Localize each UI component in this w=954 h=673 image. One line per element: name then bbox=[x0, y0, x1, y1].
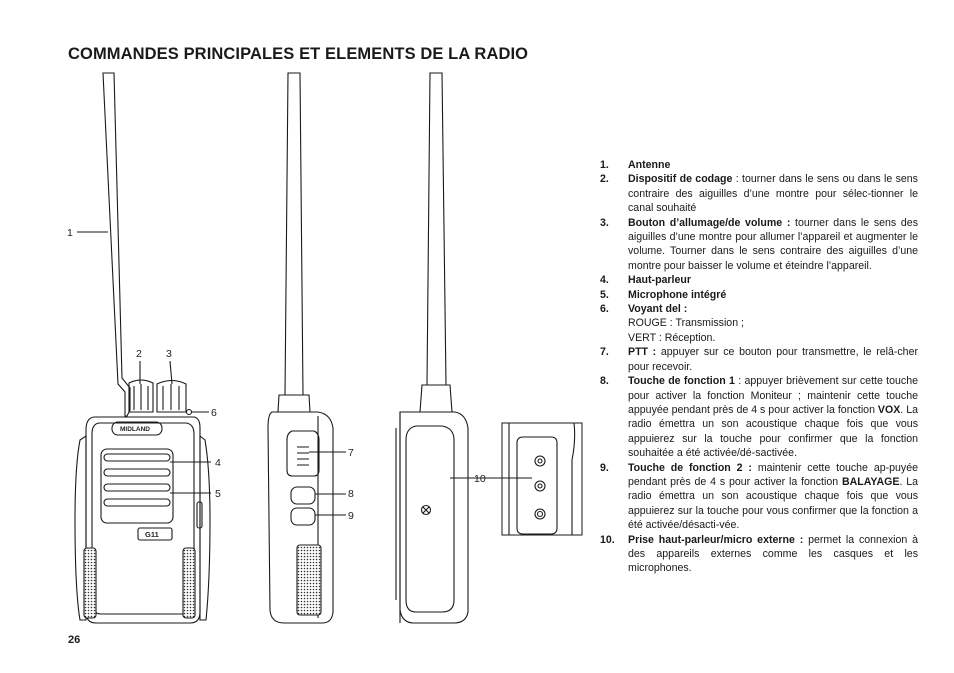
item-number: 3. bbox=[600, 216, 609, 229]
item-term: PTT : bbox=[628, 346, 657, 359]
item-term: Touche de fonction 2 : bbox=[628, 461, 752, 474]
speaker-slot bbox=[104, 499, 170, 506]
item-number: 6. bbox=[600, 303, 609, 316]
controls-legend bbox=[600, 158, 918, 576]
external-jack-detail bbox=[491, 423, 582, 535]
item-description: appuyer sur ce bouton pour transmettre, le relâ-cher pour recevoir. bbox=[628, 346, 918, 373]
item-description: : appuyer brièvement sur cette touche pour activer la fonction Moniteur ; maintenir cette touche appuyée pendant près de 4 s pour activer la fonction bbox=[628, 375, 918, 416]
item-term: Voyant del : bbox=[628, 303, 688, 316]
callout-4: 4 bbox=[215, 457, 221, 469]
item-term: Microphone intégré bbox=[628, 288, 727, 301]
item-number: 4. bbox=[600, 274, 609, 287]
legend-item bbox=[600, 288, 918, 302]
jack-cover bbox=[406, 426, 454, 612]
item-description: maintenir cette touche ap-puyée pendant près de 4 s pour activer la fonction bbox=[628, 461, 919, 488]
item-description: : tourner dans le sens ou dans le sens contraire des aiguilles d’une montre pour sélec-tionner le canal souhaité bbox=[628, 173, 918, 215]
page-title: COMMANDES PRINCIPALES ET ELEMENTS DE LA RADIO bbox=[68, 45, 529, 64]
item-term: Haut-parleur bbox=[628, 274, 691, 287]
brand-logo: MIDLAND bbox=[120, 426, 150, 433]
page-number: 26 bbox=[68, 634, 81, 646]
callout-6: 6 bbox=[211, 407, 217, 419]
item-number: 5. bbox=[600, 288, 609, 301]
callout-1: 1 bbox=[67, 227, 73, 239]
antenna-side bbox=[285, 73, 303, 395]
callout-8: 8 bbox=[348, 488, 354, 500]
radio-front-view bbox=[75, 73, 211, 623]
item-term: Bouton d’allumage/de volume : bbox=[628, 216, 791, 229]
item-description: . La radio émettra un son acoustique chaque fois que vous appuierez sur la touche pour confirmer que la fonction souhaitée a été activée/dé-sactivée. bbox=[628, 403, 918, 460]
legend-item bbox=[600, 374, 918, 460]
callout-3: 3 bbox=[166, 348, 172, 360]
callout-10: 10 bbox=[474, 473, 486, 485]
model-label: G11 bbox=[145, 530, 159, 539]
speaker-slot bbox=[104, 454, 170, 461]
item-number: 7. bbox=[600, 346, 609, 359]
legend-item bbox=[600, 345, 918, 374]
speaker-slot bbox=[104, 484, 170, 491]
callout-9: 9 bbox=[348, 510, 354, 522]
legend-item bbox=[600, 461, 918, 533]
legend-item bbox=[600, 533, 918, 576]
item-number: 9. bbox=[600, 461, 609, 474]
legend-item bbox=[600, 172, 918, 215]
legend-item bbox=[600, 158, 918, 172]
item-description: permet la connexion à des appareils externes comme les casques et les microphones. bbox=[628, 533, 919, 575]
item-term: Antenne bbox=[628, 159, 671, 171]
item-term: Touche de fonction 1 bbox=[628, 375, 735, 388]
callout-7: 7 bbox=[348, 447, 354, 459]
item-emphasis: VOX bbox=[877, 403, 901, 416]
item-description: VERT : Réception. bbox=[628, 331, 716, 344]
item-description: tourner dans le sens des aiguilles d’une montre pour allumer l’appareil et augmenter le volume. Tourner dans le sens contraire des aiguilles d’une montre pour baisser le volume et éteindre l’appareil. bbox=[628, 216, 918, 272]
item-description: ROUGE : Transmission ; bbox=[628, 317, 744, 330]
legend-item bbox=[600, 273, 918, 287]
item-number: 2. bbox=[600, 173, 609, 186]
item-term: Prise haut-parleur/micro externe : bbox=[628, 533, 804, 546]
speaker-slot bbox=[104, 469, 170, 476]
item-number: 8. bbox=[600, 375, 609, 388]
antenna-front bbox=[103, 73, 130, 416]
item-term: Dispositif de codage bbox=[628, 173, 733, 186]
item-number: 10. bbox=[600, 533, 615, 546]
item-description: . La radio émettra un son acoustique chaque fois que vous appuierez sur la touche pour vous confirmer que la fonction a été activée/désacti-vée. bbox=[628, 475, 918, 532]
function-button-1 bbox=[291, 487, 315, 504]
led-indicator bbox=[187, 410, 192, 415]
legend-item bbox=[600, 302, 918, 345]
function-button-2 bbox=[291, 508, 315, 525]
item-number: 1. bbox=[600, 159, 609, 171]
callout-5: 5 bbox=[215, 488, 221, 500]
antenna-side-2 bbox=[427, 73, 446, 385]
callout-2: 2 bbox=[136, 348, 142, 360]
radio-ptt-side-view bbox=[268, 73, 346, 623]
item-emphasis: BALAYAGE bbox=[841, 475, 900, 488]
radio-jack-side-view bbox=[396, 73, 491, 623]
legend-item bbox=[600, 216, 918, 274]
